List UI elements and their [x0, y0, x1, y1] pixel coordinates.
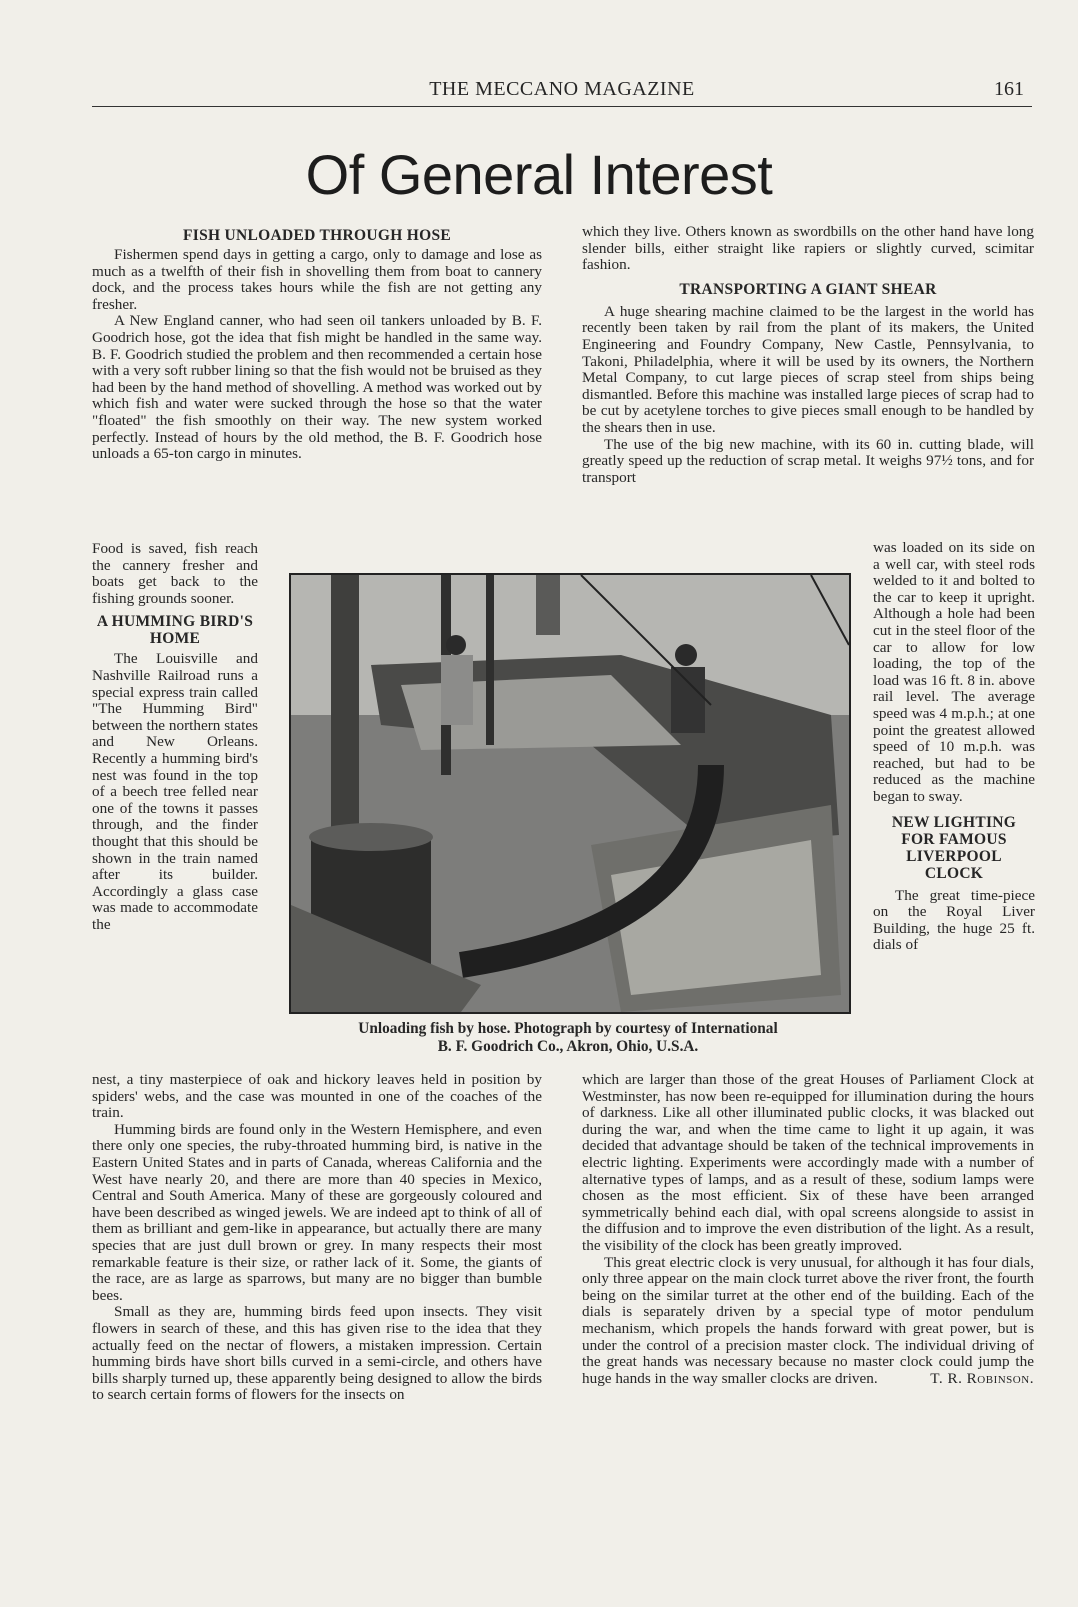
humming-paragraph-3-continued: which they live. Others known as swordbills on the other hand have long slender bills, either straight like rapiers or slightly curved, scimitar fashion.	[582, 223, 1034, 274]
humming-article-continued	[92, 1072, 542, 1404]
humming-heading: A HUMMING BIRD'S HOME	[96, 613, 254, 648]
author-signature: T. R. Robinson.	[930, 1369, 1034, 1387]
fish-paragraph-2-continued: Food is saved, fish reach the cannery fresher and boats get back to the fishing grounds sooner.	[92, 540, 258, 607]
fish-paragraph-2: A New England canner, who had seen oil tankers unloaded by B. F. Goodrich hose, got the idea that fish might be handled in the same way. B. F. Goodrich studied the problem and then recommended a certain hose with a very soft rubber lining so that the fish would not be bruised as they had been by the hand method of shovelling. A method was worked out by which fish and water were sucked through the hose so that the water "floated" the fish smoothly on their way. The new system worked perfectly. Instead of hours by the old method, the B. F. Goodrich hose unloads a 65-ton cargo in minutes.	[92, 312, 542, 463]
photo-caption	[282, 1020, 854, 1055]
shear-paragraph-2: The use of the big new machine, with its 60 in. cutting blade, will greatly speed up the reduction of scrap metal. It weighs 97½ tons, and for transport	[582, 435, 1034, 486]
page-title: Of General Interest	[305, 143, 773, 206]
fish-paragraph-1: Fishermen spend days in getting a cargo, only to damage and lose as much as a twelfth of their fish in shovelling them from boat to cannery dock, and the process takes hours while the fish are not getting any fresher.	[92, 246, 542, 313]
humming-article-start	[92, 541, 258, 933]
fish-unloading-photo	[289, 573, 851, 1014]
page-number: 161	[994, 78, 1024, 100]
shear-paragraph-1: A huge shearing machine claimed to be the largest in the world has recently been taken by rail from the plant of its makers, the United Engineering and Foundry Company, New Castle, Pennsylvania, to Takoni, Philadelphia, where it will be used by its owners, the Northern Metal Company, to cut large pieces of scrap steel from ships being dismantled. Before this machine was installed large pieces of scrap had to be cut by acetylene torches to give pieces small enough to be handled by the shears then in use.	[582, 302, 1034, 436]
fish-article	[92, 227, 542, 463]
humming-paragraph-3: Small as they are, humming birds feed upon insects. They visit flowers in search of these, and this has given rise to the idea that they actually feed on the nectar of flowers, a mistaken impression. Certain humming birds have short bills curved in a semi-circle, and others have bills sharply turned up, these apparently being designed to allow the birds to search certain forms of flowers for the insects on	[92, 1303, 542, 1404]
running-header	[92, 76, 1032, 107]
humming-paragraph-1-continued: nest, a tiny masterpiece of oak and hickory leaves held in position by spiders' webs, and the case was mounted in one of the coaches of the train.	[92, 1071, 542, 1122]
photo-caption-line-1: Unloading fish by hose. Photograph by courtesy of International	[358, 1020, 778, 1037]
humming-paragraph-2: Humming birds are found only in the Western Hemisphere, and even there only one species, the ruby-throated humming bird, is native in the Eastern United States and in parts of Canada, whereas California and the West have nearly 20, and there are more than 40 species in Mexico, Central and South America. Many of these are gorgeously coloured and have been described as winged jewels. We are indeed apt to think of all of them as brilliant and gem-like in appearance, but actually there are many species that are just dull brown or grey. In many respects their most remarkable feature is their size, or rather lack of it. Some, the giants of the race, are as large as sparrows, but many are no bigger than bumble bees.	[92, 1120, 542, 1304]
clock-paragraph-2: This great electric clock is very unusual, for although it has four dials, only three appear on the main clock turret above the river front, the fourth being on the similar turret at the other end of the building. Each of the dials is separately driven by a special type of motor pendulum mechanism, which propels the hands forward with great power, but is under the control of a precision master clock. The individual driving of the great hands was necessary because no master clock could jump the huge hands in the way smaller clocks are driven.	[582, 1253, 1034, 1387]
clock-paragraph-1: The great time-piece on the Royal Liver Building, the huge 25 ft. dials of	[873, 886, 1035, 954]
clock-heading: NEW LIGHTING FOR FAMOUS LIVERPOOL CLOCK	[891, 813, 1017, 882]
fish-heading: FISH UNLOADED THROUGH HOSE	[182, 227, 452, 244]
photo-caption-line-2: B. F. Goodrich Co., Akron, Ohio, U.S.A.	[437, 1037, 699, 1055]
clock-paragraph-2-wrapper	[582, 1255, 1034, 1388]
shear-paragraph-2-continued: was loaded on its side on a well car, with steel rods welded to it and bolted to the car to keep it upright. Although a hole had been cut in the steel floor of the car to allow for low loading, the top of the load was 16 ft. 8 in. above rail level. The average speed was 4 m.p.h.; at one point the greatest allowed speed of 10 m.p.h. was reached, but had to be reduced as the machine began to sway.	[873, 539, 1035, 805]
humming-paragraph-1: The Louisville and Nashville Railroad runs a special express train called "The Humming Bird" between the northern states and New Orleans. Recently a humming bird's nest was found in the top of a beech tree felled near one of the towns it passes through, and the finder thought that this should be shown in the train named after its builder. Accordingly a glass case was made to accommodate the	[92, 650, 258, 933]
shear-heading: TRANSPORTING A GIANT SHEAR	[679, 280, 937, 298]
shear-article-continued	[873, 540, 1035, 954]
clock-article-continued	[582, 1072, 1034, 1387]
clock-paragraph-1-continued: which are larger than those of the great Houses of Parliament Clock at Westminster, has now been re-equipped for illumination during the hours of darkness. Like all other illuminated public clocks, it was blacked out during the war, and when the time came to light it up again, it was decided that advantage should be taken of the technical improvements in electric lighting. Experiments were accordingly made with a number of alternative types of lamps, and as a result of these, sodium lamps were chosen as the most efficient. Six of these have been arranged symmetrically behind each dial, with opal screens alongside to assist in the diffusion and to improve the even distribution of the light. As a result, the visibility of the clock has been greatly improved.	[582, 1071, 1034, 1254]
shear-article	[582, 224, 1034, 486]
magazine-name: THE MECCANO MAGAZINE	[429, 78, 695, 100]
